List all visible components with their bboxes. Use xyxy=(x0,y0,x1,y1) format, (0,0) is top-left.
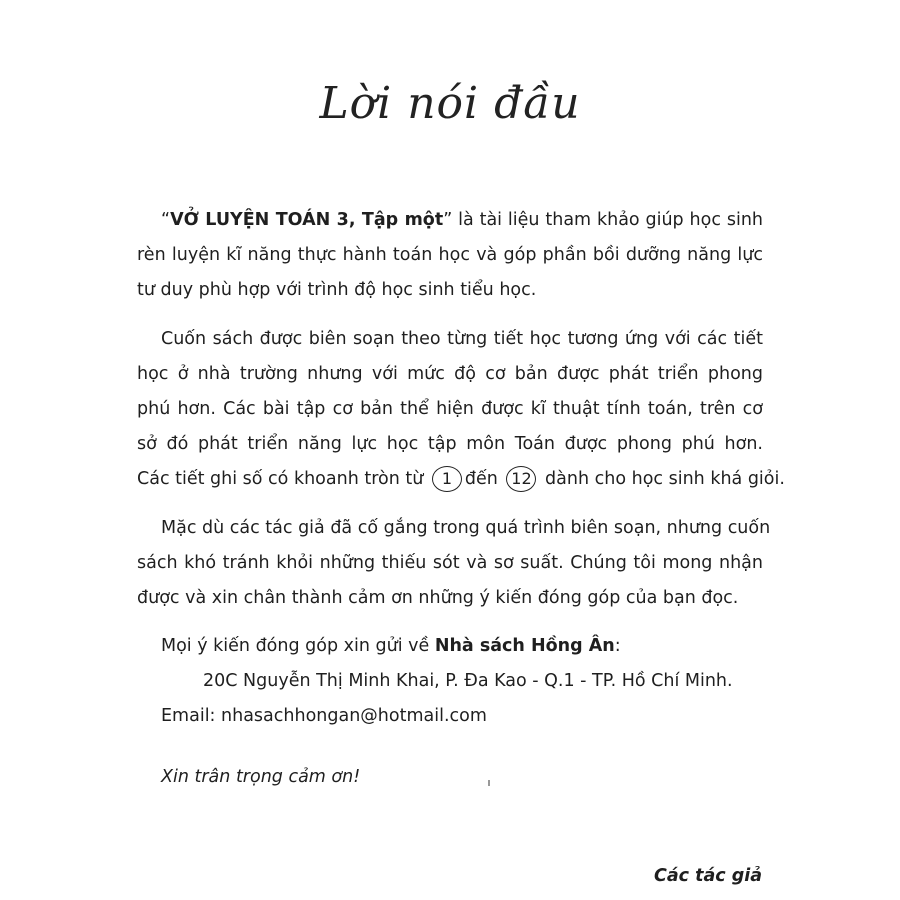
page-title: Lời nói đầu xyxy=(319,78,581,129)
paragraph-line xyxy=(137,203,763,238)
paragraph-structure xyxy=(137,322,785,497)
paragraph-line: sách khó tránh khỏi những thiếu sót và sơ suất. Chúng tôi mong nhận xyxy=(137,553,763,573)
quote-mark: “ xyxy=(161,210,171,230)
paragraph-line: Mặc dù các tác giả đã cố gắng trong quá trình biên soạn, nhưng cuốn xyxy=(161,518,771,538)
paragraph-line: tư duy phù hợp với trình độ học sinh tiểu học. xyxy=(137,280,537,300)
paragraph-line: Cuốn sách được biên soạn theo từng tiết học tương ứng với các tiết xyxy=(161,329,763,349)
quote-mark: ” xyxy=(443,210,453,230)
book-name: VỞ LUYỆN TOÁN 3, Tập một xyxy=(170,210,444,230)
line-text: là tài liệu tham khảo giúp học sinh xyxy=(452,210,763,230)
circled-number-from: 1 xyxy=(432,466,462,492)
paragraph-line: được và xin chân thành cảm ơn những ý kiến đóng góp của bạn đọc. xyxy=(137,588,739,608)
paragraph-intro xyxy=(137,203,763,308)
circled-number-to: 12 xyxy=(506,466,536,492)
paragraph-line: học ở nhà trường nhưng với mức độ cơ bản được phát triển phong xyxy=(137,364,763,384)
thanks-line: Xin trân trọng cảm ơn! xyxy=(161,767,361,787)
line-text: Mọi ý kiến đóng góp xin gửi về xyxy=(161,636,435,656)
paragraph-line xyxy=(137,629,763,664)
email-line xyxy=(137,699,763,734)
paragraph-apology xyxy=(137,511,771,616)
address: 20C Nguyễn Thị Minh Khai, P. Đa Kao - Q.1 - TP. Hồ Chí Minh. xyxy=(203,671,733,691)
paragraph-contact xyxy=(137,629,763,734)
paragraph-line: rèn luyện kĩ năng thực hành toán học và góp phần bồi dưỡng năng lực xyxy=(137,245,763,265)
paragraph-line xyxy=(137,462,785,497)
print-speck xyxy=(488,780,490,786)
author-signature: Các tác giả xyxy=(654,866,763,886)
line-text: Các tiết ghi số có khoanh tròn từ xyxy=(137,469,424,489)
line-text: : xyxy=(614,636,621,656)
line-text: dành cho học sinh khá giỏi. xyxy=(545,469,785,489)
email-address: nhasachhongan@hotmail.com xyxy=(221,706,487,726)
paragraph-line: phú hơn. Các bài tập cơ bản thể hiện được kĩ thuật tính toán, trên cơ xyxy=(137,399,763,419)
publisher-name: Nhà sách Hồng Ân xyxy=(434,636,615,656)
line-text: đến xyxy=(464,469,498,489)
email-label: Email: xyxy=(161,706,222,726)
paragraph-line: sở đó phát triển năng lực học tập môn Toán được phong phú hơn. xyxy=(137,434,763,454)
